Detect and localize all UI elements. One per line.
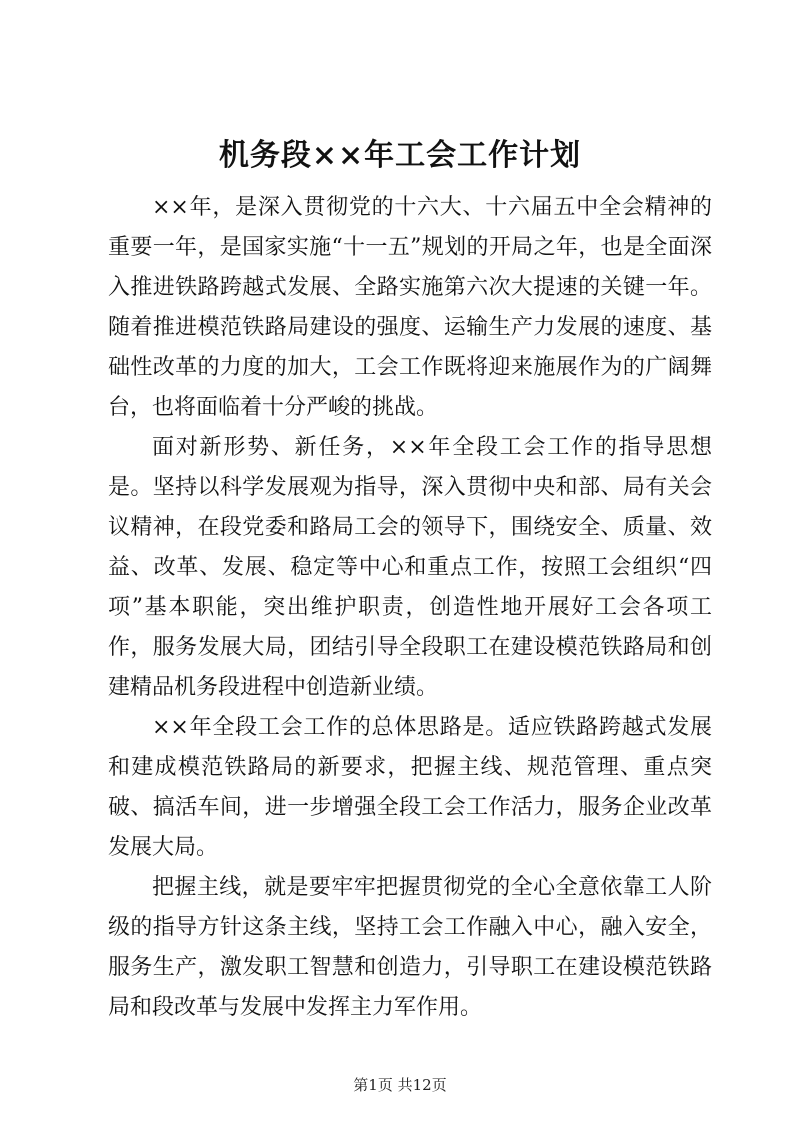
document-body xyxy=(108,188,712,1028)
paragraph-2: 面对新形势、新任务，××年全段工会工作的指导思想是。坚持以科学发展观为指导，深入贯彻中央和部、局有关会议精神，在段党委和路局工会的领导下，围绕安全、质量、效益、改革、发展、稳定等中心和重点工作，按照工会组织“四项”基本职能，突出维护职责，创造性地开展好工会各项工作，服务发展大局，团结引导全段职工在建设模范铁路局和创建精品机务段进程中创造新业绩。 xyxy=(108,435,712,700)
page-footer xyxy=(0,1075,800,1095)
paragraph-3: ××年全段工会工作的总体思路是。适应铁路跨越式发展和建成模范铁路局的新要求，把握主线、规范管理、重点突破、搞活车间，进一步增强全段工会工作活力，服务企业改革发展大局。 xyxy=(108,715,712,860)
paragraph-4: 把握主线，就是要牢牢把握贯彻党的全心全意依靠工人阶级的指导方针这条主线，坚持工会工作融入中心，融入安全，服务生产，激发职工智慧和创造力，引导职工在建设模范铁路局和段改革与发展中发挥主力军作用。 xyxy=(108,875,712,1020)
page-number-label: 第1页 共12页 xyxy=(353,1076,447,1094)
paragraph-1: ××年，是深入贯彻党的十六大、十六届五中全会精神的重要一年，是国家实施“十一五”规划的开局之年，也是全面深入推进铁路跨越式发展、全路实施第六次大提速的关键一年。随着推进模范铁路局建设的强度、运输生产力发展的速度、基础性改革的力度的加大，工会工作既将迎来施展作为的广阔舞台，也将面临着十分严峻的挑战。 xyxy=(108,195,712,420)
document-title: 机务段××年工会工作计划 xyxy=(218,138,582,173)
